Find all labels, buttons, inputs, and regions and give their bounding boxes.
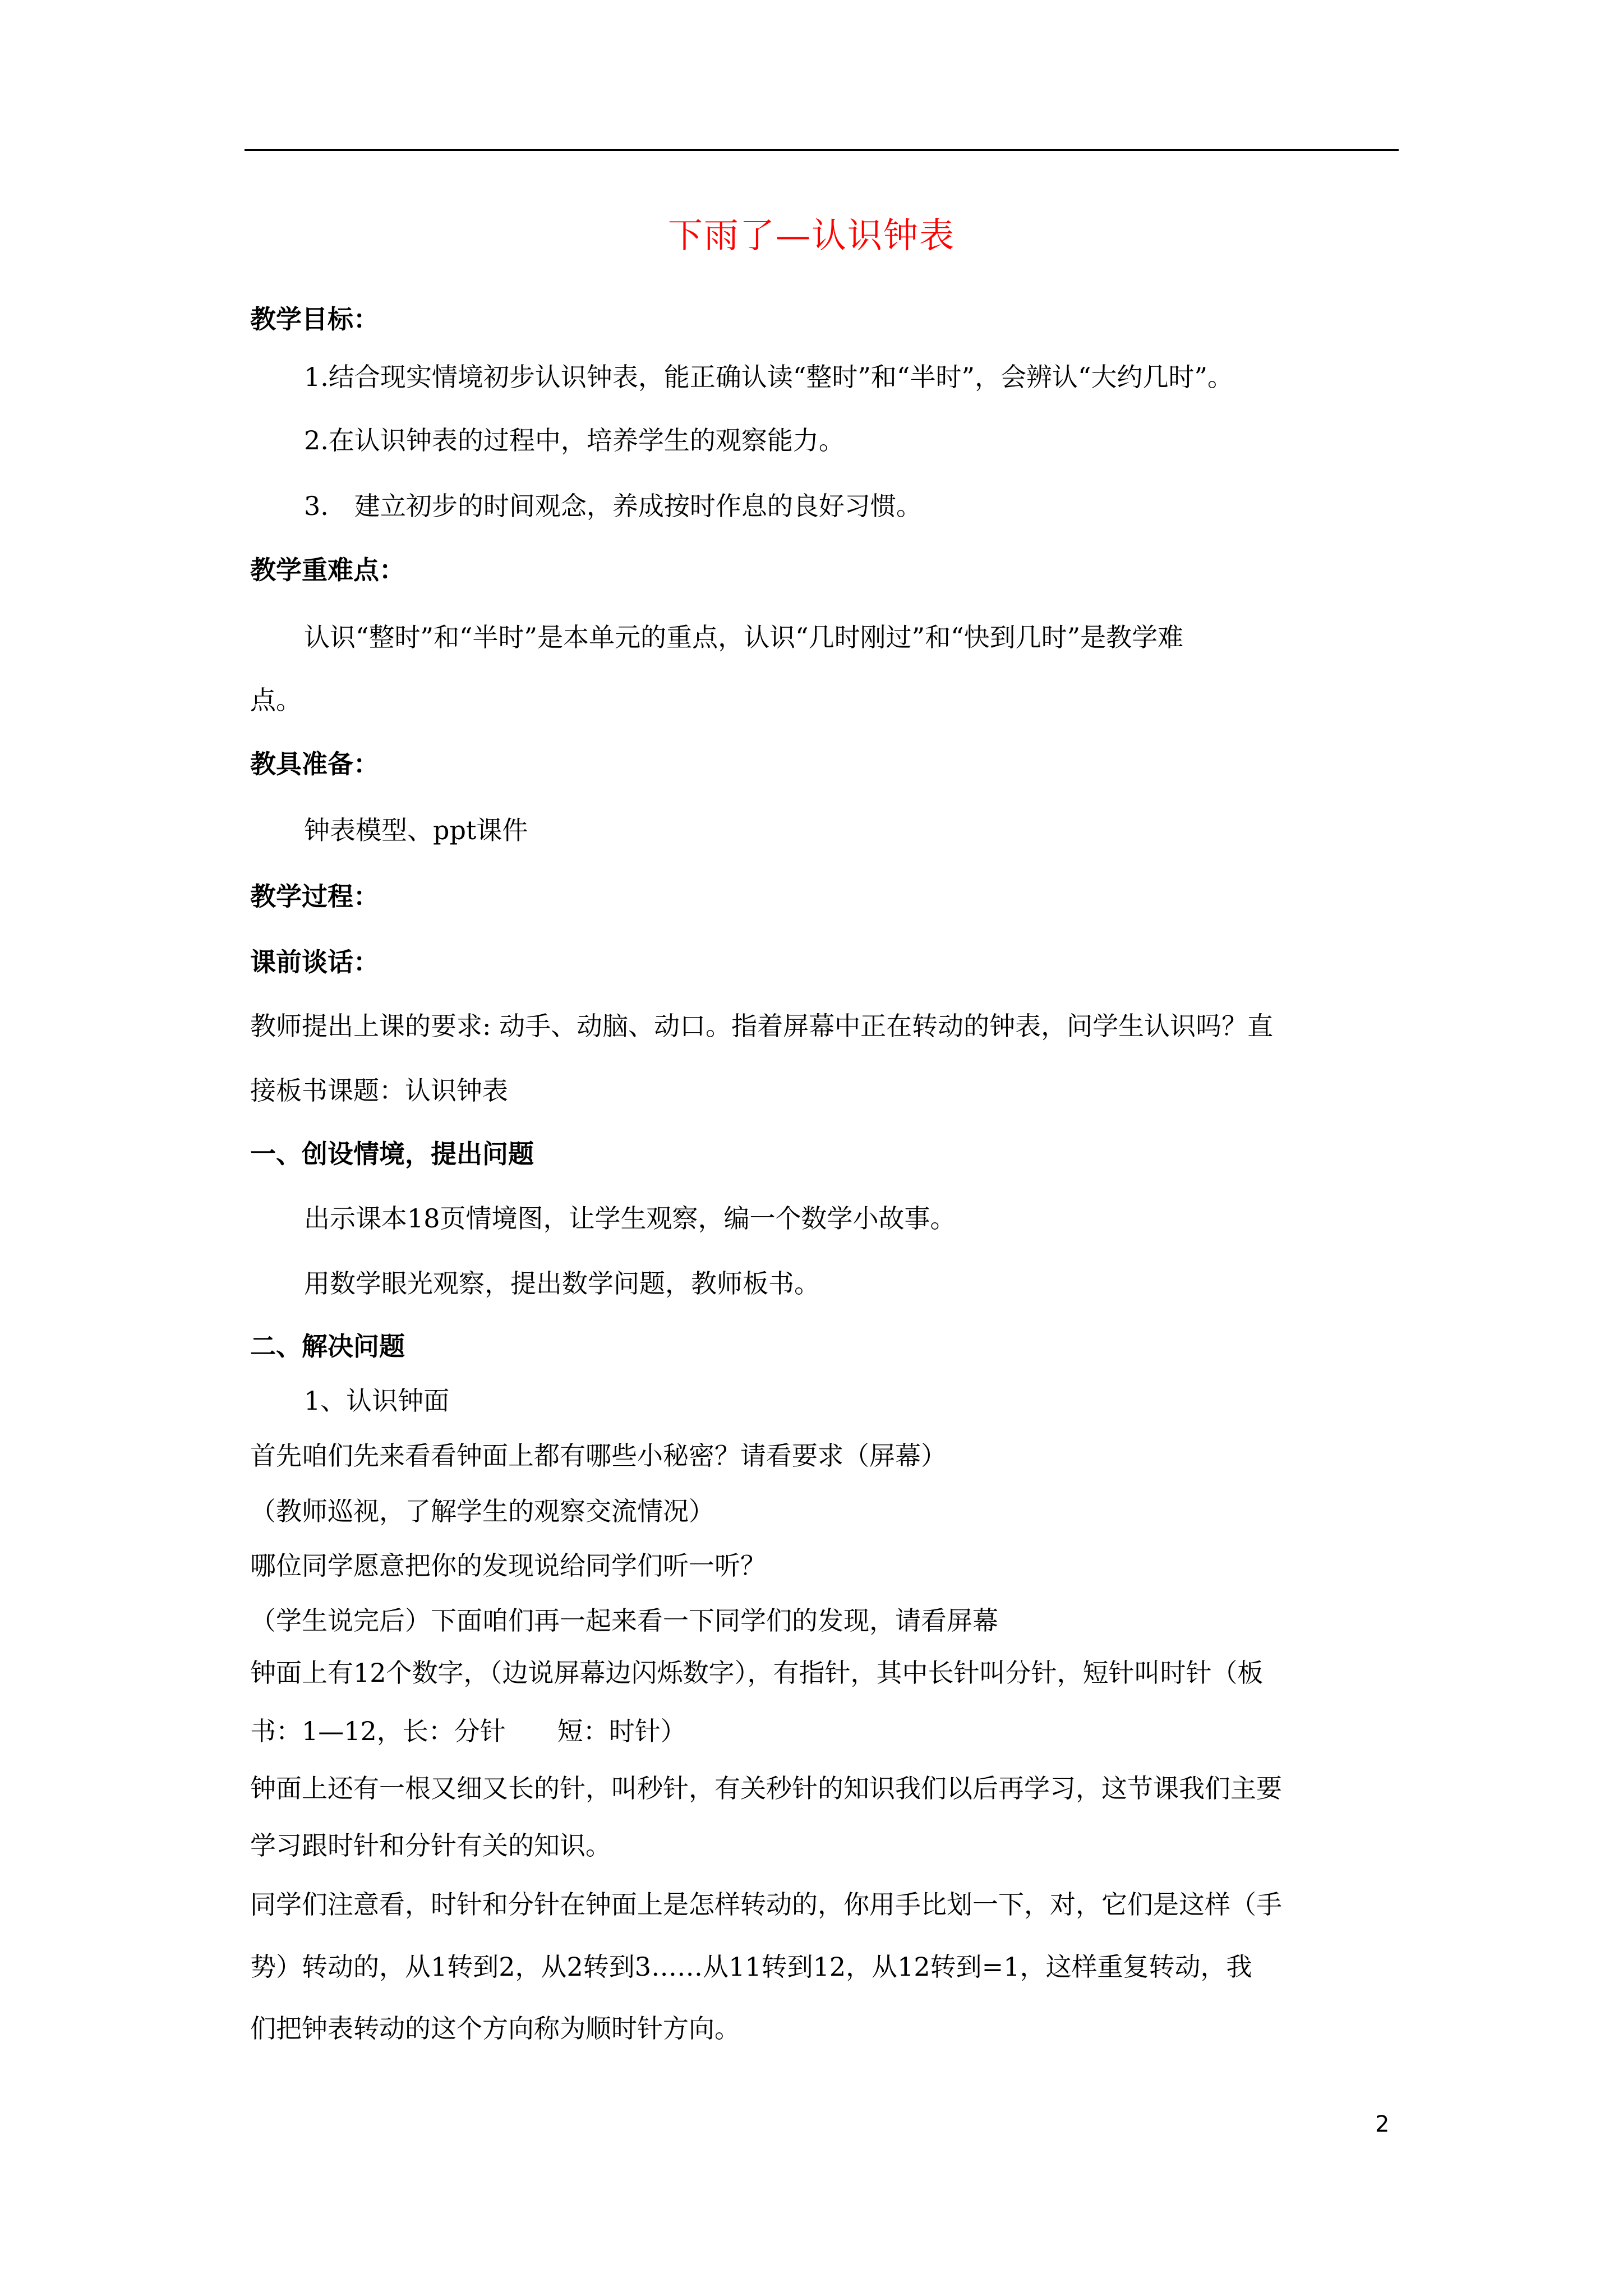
body-text-line: 3. 建立初步的时间观念，养成按时作息的良好习惯。 <box>304 491 922 521</box>
body-text-line: 钟面上还有一根又细又长的针，叫秒针，有关秒针的知识我们以后再学习，这节课我们主要 <box>250 1773 1282 1803</box>
body-text-line: 钟面上有12个数字，（边说屏幕边闪烁数字），有指针，其中长针叫分针，短针叫时针（板 <box>250 1658 1264 1688</box>
section-heading: 教学重难点： <box>250 555 405 585</box>
body-text-line: 们把钟表转动的这个方向称为顺时针方向。 <box>250 2013 740 2044</box>
section-heading: 教学目标： <box>250 304 379 334</box>
header-rule <box>245 149 1399 151</box>
section-heading: 二、解决问题 <box>250 1331 405 1361</box>
section-heading: 教具准备： <box>250 749 379 779</box>
body-text-line: 点。 <box>250 685 302 715</box>
body-text-line: 认识“整时”和“半时”是本单元的重点，认识“几时刚过”和“快到几时”是教学难 <box>304 622 1184 652</box>
page-number: 2 <box>1375 2111 1390 2137</box>
body-text-line: 2.在认识钟表的过程中，培养学生的观察能力。 <box>304 425 845 455</box>
section-heading: 一、创设情境，提出问题 <box>250 1139 534 1169</box>
body-text-line: 教师提出上课的要求: 动手、动脑、动口。指着屏幕中正在转动的钟表，问学生认识吗？直 <box>250 1011 1274 1041</box>
section-heading: 教学过程： <box>250 881 379 912</box>
body-text-line: 同学们注意看，时针和分针在钟面上是怎样转动的，你用手比划一下，对，它们是这样（手 <box>250 1889 1282 1920</box>
body-text-line: 接板书课题：认识钟表 <box>250 1075 508 1106</box>
body-text-line: 书：1—12，长：分针 短：时针） <box>250 1716 686 1746</box>
body-text-line: 首先咱们先来看看钟面上都有哪些小秘密？请看要求（屏幕） <box>250 1441 947 1471</box>
body-text-line: 钟表模型、ppt课件 <box>304 815 528 845</box>
body-text-line: 哪位同学愿意把你的发现说给同学们听一听？ <box>250 1550 766 1581</box>
document-title: 下雨了—认识钟表 <box>667 215 955 256</box>
body-text-line: 出示课本18页情境图，让学生观察，编一个数学小故事。 <box>304 1203 956 1234</box>
body-text-line: （学生说完后）下面咱们再一起来看一下同学们的发现，请看屏幕 <box>250 1605 998 1636</box>
body-text-line: 1.结合现实情境初步认识钟表，能正确认读“整时”和“半时”，会辨认“大约几时”。 <box>304 362 1233 392</box>
body-text-line: （教师巡视，了解学生的观察交流情况） <box>250 1496 714 1526</box>
body-text-line: 势）转动的，从1转到2，从2转到3……从11转到12，从12转到=1，这样重复转动，我 <box>250 1952 1252 1982</box>
body-text-line: 用数学眼光观察，提出数学问题，教师板书。 <box>304 1268 820 1299</box>
body-text-line: 1、认识钟面 <box>304 1386 450 1416</box>
body-text-line: 学习跟时针和分针有关的知识。 <box>250 1830 611 1861</box>
section-heading: 课前谈话： <box>250 947 379 977</box>
